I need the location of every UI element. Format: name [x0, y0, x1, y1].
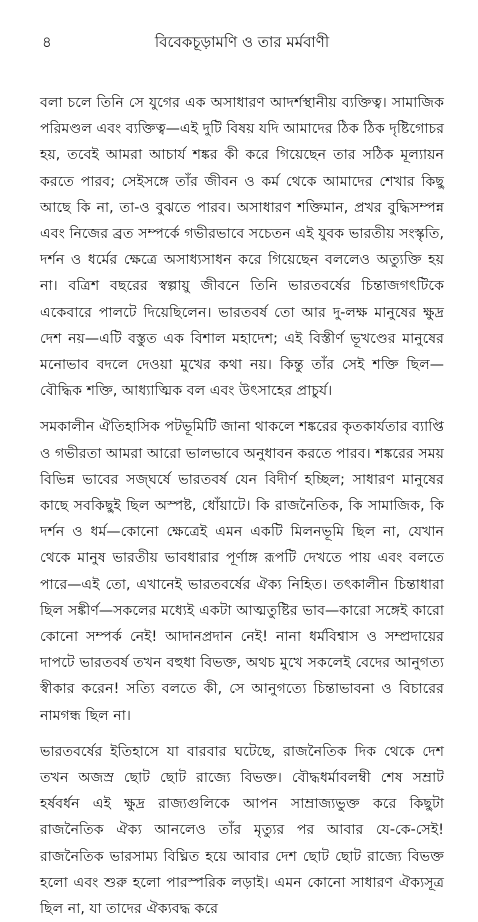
- paragraph: বলা চলে তিনি সে যুগের এক অসাধারণ আদর্শস্থানীয় ব্যক্তিত্ব। সামাজিক পরিমণ্ডল এবং ব্যক্তিত্ব—এই দুটি বিষয় যদি আমাদের ঠিক ঠিক দৃষ্টিগোচর হয়, তবেই আমরা আচার্য শঙ্কর কী করে গিয়েছেন তার সঠিক মূল্যায়ন করতে পারব; সেইসঙ্গে তাঁর জীবন ও কর্ম থেকে আমাদের শেখার কিছু আছে কি না, তা-ও বুঝতে পারব। অসাধারণ শক্তিমান, প্রখর বুদ্ধিসম্পন্ন এবং নিজের ব্রত সম্পর্কে গভীরভাবে সচেতন এই যুবক ভারতীয় সংস্কৃতি, দর্শন ও ধর্মের ক্ষেত্রে অসাধ্যসাধন করে গিয়েছেন বললেও অত্যুক্তি হয় না। বত্রিশ বছরের স্বল্পায়ু জীবনে তিনি ভারতবর্ষের চিন্তাজগৎটিকে একেবারে পালটে দিয়েছিলেন। ভারতবর্ষ তো আর দু-লক্ষ মানুষের ক্ষুদ্র দেশ নয়—এটি বস্তুত এক বিশাল মহাদেশ; এই বিস্তীর্ণ ভূখণ্ডের মানুষের মনোভাব বদলে দেওয়া মুখের কথা নয়। কিন্তু তাঁর সেই শক্তি ছিল—বৌদ্ধিক শক্তি, আধ্যাত্মিক বল এবং উৎসাহের প্রাচুর্য।: [40, 95, 444, 400]
- page-header: [40, 28, 444, 62]
- body-text: [40, 90, 444, 922]
- paragraph: সমকালীন ঐতিহাসিক পটভূমিটি জানা থাকলে শঙ্করের কৃতকার্যতার ব্যাপ্তি ও গভীরতা আমরা আরো ভালভাবে অনুধাবন করতে পারব। শঙ্করের সময় বিভিন্ন ভাবের সজ্ঘর্ষে ভারতবর্ষ যেন বিদীর্ণ হচ্ছিল; সাধারণ মানুষের কাছে সবকিছুই ছিল অস্পষ্ট, ধোঁয়াটে। কি রাজনৈতিক, কি সামাজিক, কি দর্শন ও ধর্ম—কোনো ক্ষেত্রেই এমন একটি মিলনভূমি ছিল না, যেখান থেকে মানুষ ভারতীয় ভাবধারার পূর্ণাঙ্গ রূপটি দেখতে পায় এবং বলতে পারে—এই তো, এখানেই ভারতবর্ষের ঐক্য নিহিত। তৎকালীন চিন্তাধারা ছিল সঙ্কীর্ণ—সকলের মধ্যেই একটা আত্মতুষ্টির ভাব—কারো সঙ্গেই কারো কোনো সম্পর্ক নেই! আদানপ্রদান নেই! নানা ধর্মবিশ্বাস ও সম্প্রদায়ের দাপটে ভারতবর্ষ তখন বহুধা বিভক্ত, অথচ মুখে সকলেই বেদের আনুগত্য স্বীকার করেন! সত্যি বলতে কী, সে আনুগত্যে চিন্তাভাবনা ও বিচারের নামগন্ধ ছিল না।: [40, 419, 444, 724]
- running-title: বিবেকচূড়ামণি ও তার মর্মবাণী: [154, 33, 330, 51]
- page-number: ৪: [42, 33, 52, 51]
- paragraph: ভারতবর্ষের ইতিহাসে যা বারবার ঘটেছে, রাজনৈতিক দিক থেকে দেশ তখন অজস্র ছোট ছোট রাজ্যে বিভক্ত। বৌদ্ধধর্মাবলম্বী শেষ সম্রাট হর্ষবর্ধন এই ক্ষুদ্র রাজ্যগুলিকে আপন সাম্রাজ্যভুক্ত করে কিছুটা রাজনৈতিক ঐক্য আনলেও তাঁর মৃত্যুর পর আবার যে-কে-সেই! রাজনৈতিক ভারসাম্য বিঘ্নিত হয়ে আবার দেশ ছোট ছোট রাজ্যে বিভক্ত হলো এবং শুরু হলো পারস্পরিক লড়াই। এমন কোনো সাধারণ ঐক্যসূত্র ছিল না, যা তাদের ঐক্যবদ্ধ করে: [40, 743, 444, 918]
